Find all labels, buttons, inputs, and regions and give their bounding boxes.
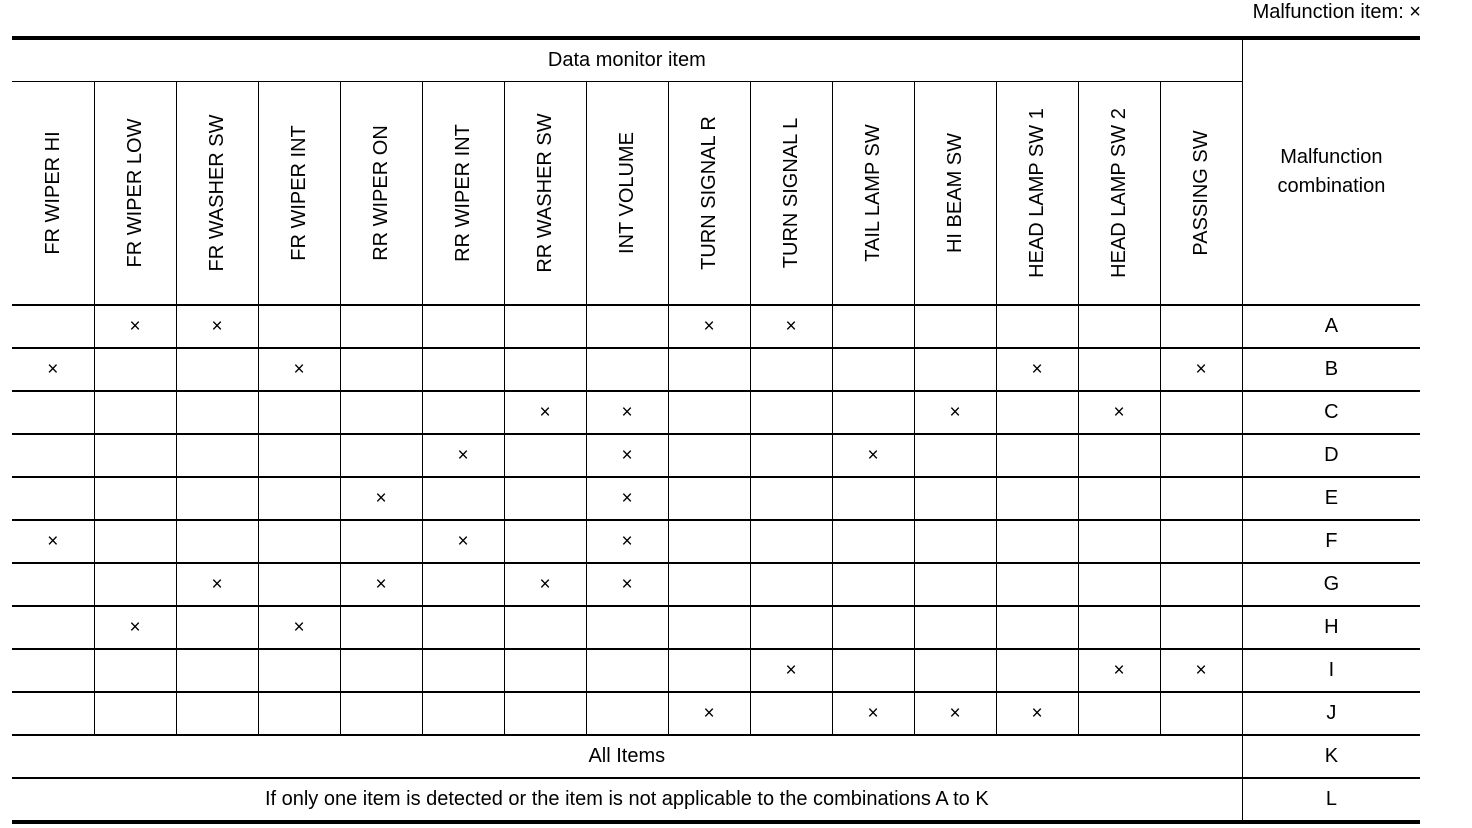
empty-cell: [914, 563, 996, 606]
malfunction-combination-table: [12, 36, 1420, 824]
cross-mark: ×: [47, 531, 59, 552]
summary-text: If only one item is detected or the item is not applicable to the combinations A to K: [12, 778, 1242, 822]
summary-text: All Items: [12, 735, 1242, 778]
empty-cell: [258, 520, 340, 563]
empty-cell: [176, 649, 258, 692]
malfunction-mark: [586, 520, 668, 563]
malfunction-mark: [94, 305, 176, 348]
column-header-row: [12, 82, 1420, 306]
empty-cell: [422, 692, 504, 735]
cross-mark: ×: [621, 531, 633, 552]
cross-mark: ×: [211, 574, 223, 595]
empty-cell: [94, 348, 176, 391]
malfunction-mark: [996, 348, 1078, 391]
cross-mark: ×: [293, 359, 305, 380]
empty-cell: [1160, 563, 1242, 606]
malfunction-legend: Malfunction item: ×: [1252, 1, 1421, 23]
cross-mark: ×: [949, 703, 961, 724]
combination-letter: A: [1242, 305, 1420, 348]
summary-row: [12, 735, 1420, 778]
empty-cell: [176, 434, 258, 477]
empty-cell: [668, 348, 750, 391]
empty-cell: [1078, 434, 1160, 477]
empty-cell: [996, 606, 1078, 649]
column-header: [832, 82, 914, 306]
empty-cell: [422, 649, 504, 692]
malfunction-mark: [504, 391, 586, 434]
empty-cell: [258, 391, 340, 434]
empty-cell: [1160, 692, 1242, 735]
malfunction-mark: [586, 434, 668, 477]
empty-cell: [340, 649, 422, 692]
table-row: [12, 563, 1420, 606]
empty-cell: [832, 477, 914, 520]
empty-cell: [340, 520, 422, 563]
empty-cell: [996, 563, 1078, 606]
empty-cell: [832, 391, 914, 434]
cross-mark: ×: [1195, 359, 1207, 380]
empty-cell: [258, 434, 340, 477]
empty-cell: [668, 520, 750, 563]
cross-mark: ×: [375, 488, 387, 509]
empty-cell: [94, 391, 176, 434]
column-header-label: RR WASHER SW: [534, 113, 556, 273]
combination-letter: E: [1242, 477, 1420, 520]
malfunction-mark: [586, 563, 668, 606]
column-header-label: RR WIPER INT: [452, 124, 474, 262]
empty-cell: [996, 649, 1078, 692]
empty-cell: [668, 563, 750, 606]
malfunction-mark: [996, 692, 1078, 735]
column-header: [504, 82, 586, 306]
empty-cell: [832, 348, 914, 391]
empty-cell: [258, 649, 340, 692]
empty-cell: [12, 649, 94, 692]
empty-cell: [504, 434, 586, 477]
cross-mark: ×: [457, 531, 469, 552]
cross-mark: ×: [621, 402, 633, 423]
empty-cell: [176, 477, 258, 520]
column-header: [176, 82, 258, 306]
malfunction-mark: [1160, 348, 1242, 391]
column-header: [94, 82, 176, 306]
table-row: [12, 649, 1420, 692]
cross-mark: ×: [539, 402, 551, 423]
empty-cell: [258, 563, 340, 606]
table-row: [12, 391, 1420, 434]
malfunction-mark: [12, 520, 94, 563]
combination-letter: F: [1242, 520, 1420, 563]
empty-cell: [1160, 477, 1242, 520]
malfunction-mark: [340, 563, 422, 606]
malfunction-mark: [258, 606, 340, 649]
empty-cell: [94, 649, 176, 692]
empty-cell: [504, 305, 586, 348]
malfunction-mark: [668, 305, 750, 348]
empty-cell: [668, 477, 750, 520]
empty-cell: [750, 692, 832, 735]
column-header: [422, 82, 504, 306]
cross-mark: ×: [1113, 660, 1125, 681]
malfunction-mark: [914, 692, 996, 735]
malfunction-mark: [422, 520, 504, 563]
empty-cell: [832, 649, 914, 692]
empty-cell: [586, 305, 668, 348]
column-header: [668, 82, 750, 306]
cross-mark: ×: [621, 445, 633, 466]
column-header-label: HEAD LAMP SW 2: [1108, 108, 1130, 278]
empty-cell: [504, 477, 586, 520]
empty-cell: [996, 305, 1078, 348]
column-header: [914, 82, 996, 306]
empty-cell: [1160, 305, 1242, 348]
table-row: [12, 520, 1420, 563]
column-header-label: HI BEAM SW: [944, 132, 966, 254]
column-header-label: FR WASHER SW: [206, 114, 228, 272]
cross-mark: ×: [867, 703, 879, 724]
cross-mark: ×: [785, 316, 797, 337]
empty-cell: [832, 606, 914, 649]
empty-cell: [94, 692, 176, 735]
empty-cell: [94, 477, 176, 520]
empty-cell: [340, 434, 422, 477]
empty-cell: [668, 649, 750, 692]
empty-cell: [586, 649, 668, 692]
empty-cell: [750, 391, 832, 434]
malfunction-mark: [340, 477, 422, 520]
column-header: [586, 82, 668, 306]
malfunction-mark: [750, 649, 832, 692]
empty-cell: [176, 520, 258, 563]
column-header: [12, 82, 94, 306]
empty-cell: [914, 606, 996, 649]
column-header-label: HEAD LAMP SW 1: [1026, 108, 1048, 278]
combination-letter: C: [1242, 391, 1420, 434]
malfunction-combination-header: Malfunction combination: [1242, 38, 1420, 305]
cross-mark: ×: [293, 617, 305, 638]
table-row: [12, 692, 1420, 735]
empty-cell: [422, 348, 504, 391]
column-header-label: PASSING SW: [1190, 130, 1213, 256]
empty-cell: [504, 692, 586, 735]
column-header-label: FR WIPER LOW: [124, 118, 146, 268]
column-header: [750, 82, 832, 306]
empty-cell: [996, 477, 1078, 520]
malfunction-mark: [258, 348, 340, 391]
empty-cell: [422, 606, 504, 649]
column-header: [1160, 82, 1242, 306]
cross-mark: ×: [1195, 660, 1207, 681]
column-header-label: FR WIPER INT: [288, 125, 310, 261]
empty-cell: [504, 606, 586, 649]
empty-cell: [94, 563, 176, 606]
empty-cell: [750, 348, 832, 391]
empty-cell: [422, 305, 504, 348]
table-row: [12, 477, 1420, 520]
combination-letter: I: [1242, 649, 1420, 692]
table-row: [12, 434, 1420, 477]
malfunction-mark: [176, 305, 258, 348]
empty-cell: [668, 606, 750, 649]
empty-cell: [832, 520, 914, 563]
column-header-label: INT VOLUME: [616, 132, 638, 254]
empty-cell: [750, 520, 832, 563]
combination-letter: L: [1242, 778, 1420, 822]
empty-cell: [1078, 348, 1160, 391]
empty-cell: [750, 477, 832, 520]
empty-cell: [504, 348, 586, 391]
malfunction-mark: [586, 391, 668, 434]
column-header-label: TURN SIGNAL L: [780, 117, 802, 269]
empty-cell: [12, 305, 94, 348]
cross-mark: ×: [703, 316, 715, 337]
empty-cell: [504, 520, 586, 563]
empty-cell: [340, 391, 422, 434]
cross-mark: ×: [129, 617, 141, 638]
cross-mark: ×: [47, 359, 59, 380]
empty-cell: [422, 477, 504, 520]
empty-cell: [668, 391, 750, 434]
empty-cell: [1160, 520, 1242, 563]
empty-cell: [1078, 692, 1160, 735]
column-header-label: TURN SIGNAL R: [698, 116, 720, 270]
cross-mark: ×: [621, 574, 633, 595]
malfunction-mark: [422, 434, 504, 477]
empty-cell: [586, 348, 668, 391]
column-header: [340, 82, 422, 306]
malfunction-mark: [668, 692, 750, 735]
malfunction-mark: [914, 391, 996, 434]
column-header-label: FR WIPER HI: [41, 131, 64, 255]
data-monitor-item-header: Data monitor item: [12, 38, 1242, 82]
empty-cell: [1078, 606, 1160, 649]
empty-cell: [1160, 606, 1242, 649]
empty-cell: [914, 477, 996, 520]
empty-cell: [94, 520, 176, 563]
empty-cell: [176, 606, 258, 649]
empty-cell: [12, 434, 94, 477]
empty-cell: [422, 563, 504, 606]
cross-mark: ×: [949, 402, 961, 423]
combination-letter: J: [1242, 692, 1420, 735]
combination-letter: K: [1242, 735, 1420, 778]
empty-cell: [914, 649, 996, 692]
malfunction-mark: [832, 692, 914, 735]
empty-cell: [996, 391, 1078, 434]
empty-cell: [1078, 520, 1160, 563]
empty-cell: [12, 606, 94, 649]
table-row: [12, 348, 1420, 391]
empty-cell: [340, 606, 422, 649]
cross-mark: ×: [1031, 703, 1043, 724]
empty-cell: [1078, 305, 1160, 348]
empty-cell: [176, 391, 258, 434]
column-header-label: RR WIPER ON: [370, 125, 392, 261]
cross-mark: ×: [539, 574, 551, 595]
empty-cell: [12, 563, 94, 606]
cross-mark: ×: [457, 445, 469, 466]
column-header-label: TAIL LAMP SW: [862, 124, 884, 262]
cross-mark: ×: [785, 660, 797, 681]
empty-cell: [1160, 434, 1242, 477]
malfunction-mark: [750, 305, 832, 348]
combination-letter: D: [1242, 434, 1420, 477]
empty-cell: [586, 606, 668, 649]
empty-cell: [996, 520, 1078, 563]
malfunction-mark: [504, 563, 586, 606]
empty-cell: [12, 391, 94, 434]
empty-cell: [1078, 563, 1160, 606]
empty-cell: [12, 477, 94, 520]
empty-cell: [1078, 477, 1160, 520]
empty-cell: [832, 563, 914, 606]
malfunction-mark: [176, 563, 258, 606]
column-header: [996, 82, 1078, 306]
table-row: [12, 606, 1420, 649]
malfunction-mark: [94, 606, 176, 649]
empty-cell: [176, 348, 258, 391]
empty-cell: [750, 606, 832, 649]
column-header: [258, 82, 340, 306]
cross-mark: ×: [703, 703, 715, 724]
cross-mark: ×: [621, 488, 633, 509]
malfunction-mark: [832, 434, 914, 477]
summary-row: [12, 778, 1420, 822]
cross-mark: ×: [1113, 402, 1125, 423]
malfunction-mark: [586, 477, 668, 520]
empty-cell: [914, 305, 996, 348]
empty-cell: [258, 477, 340, 520]
cross-mark: ×: [375, 574, 387, 595]
malfunction-mark: [12, 348, 94, 391]
empty-cell: [258, 692, 340, 735]
empty-cell: [258, 305, 340, 348]
empty-cell: [914, 348, 996, 391]
empty-cell: [996, 434, 1078, 477]
cross-mark: ×: [211, 316, 223, 337]
empty-cell: [422, 391, 504, 434]
malfunction-mark: [1160, 649, 1242, 692]
malfunction-mark: [1078, 391, 1160, 434]
combination-letter: B: [1242, 348, 1420, 391]
empty-cell: [832, 305, 914, 348]
malfunction-mark: [1078, 649, 1160, 692]
empty-cell: [914, 434, 996, 477]
table-row: [12, 305, 1420, 348]
empty-cell: [586, 692, 668, 735]
combination-letter: G: [1242, 563, 1420, 606]
empty-cell: [1160, 391, 1242, 434]
cross-mark: ×: [867, 445, 879, 466]
column-header: [1078, 82, 1160, 306]
empty-cell: [94, 434, 176, 477]
empty-cell: [340, 348, 422, 391]
empty-cell: [340, 692, 422, 735]
empty-cell: [668, 434, 750, 477]
empty-cell: [504, 649, 586, 692]
empty-cell: [914, 520, 996, 563]
empty-cell: [750, 563, 832, 606]
combination-letter: H: [1242, 606, 1420, 649]
empty-cell: [176, 692, 258, 735]
cross-mark: ×: [1031, 359, 1043, 380]
empty-cell: [340, 305, 422, 348]
cross-mark: ×: [129, 316, 141, 337]
empty-cell: [750, 434, 832, 477]
empty-cell: [12, 692, 94, 735]
